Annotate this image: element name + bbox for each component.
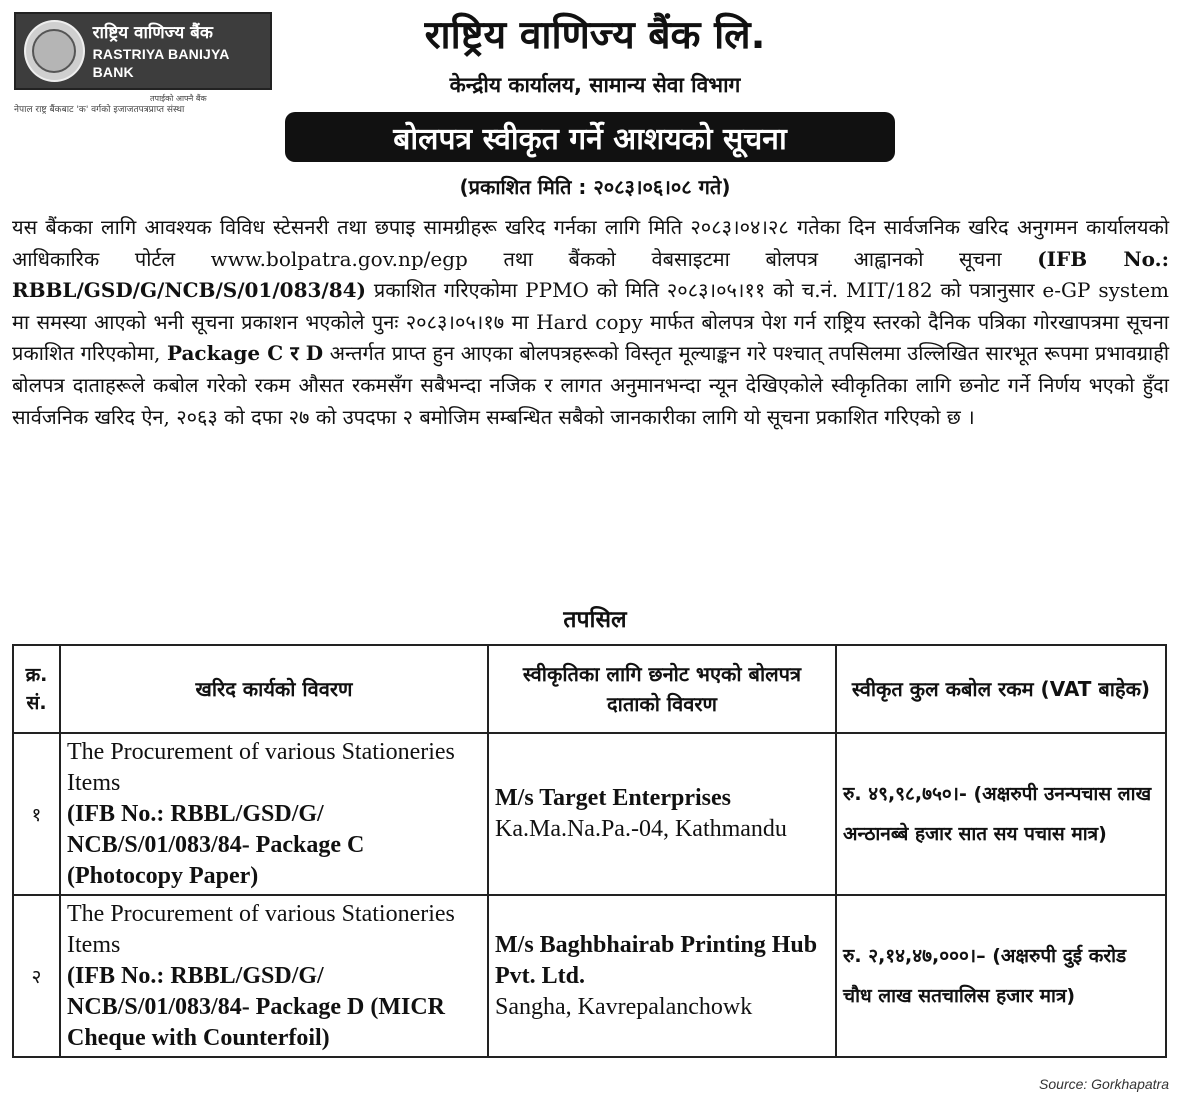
body-part-3: अन्तर्गत प्राप्त हुन आएका बोलपत्रहरूको विस्तृत मूल्याङ्कन गरे पश्चात् तपसिलमा उल्लिखित सारभूत रूपमा प्रभावग्राही बोलपत्र दाताहरूले कबोल गरेको रकम औसत रकमसँग सबैभन्दा नजिक र लागत अनुमानभन्दा न्यून देखिएकोले स्वीकृतिका लागि छनोट गर्ने निर्णय भएको हुँदा सार्वजनिक खरिद ऐन, २०६३ को दफा २७ को उपदफा २ बमोजिम सम्बन्धित सबैको जानकारीका लागि यो सूचना प्रकाशित गरिएको छ । bbox=[12, 341, 1170, 429]
row-amount: रु. २,१४,४७,०००।– (अक्षरुपी दुई करोड चौध लाख सतचालिस हजार मात्र) bbox=[836, 895, 1166, 1057]
table-row bbox=[13, 895, 1166, 1057]
row-sn: २ bbox=[13, 895, 60, 1057]
table-header-row bbox=[13, 645, 1166, 733]
logo-tagline: तपाईको आफ्नै बैंक bbox=[150, 94, 207, 103]
row-bidder bbox=[488, 895, 836, 1057]
description-bold: (IFB No.: RBBL/GSD/G/ NCB/S/01/083/84- Package D (MICR Cheque with Counterfoil) bbox=[67, 962, 445, 1051]
header-bidder: स्वीकृतिका लागि छनोट भएको बोलपत्र दाताको विवरण bbox=[488, 645, 836, 733]
published-date: (प्रकाशित मिति : २०८३।०६।०८ गते) bbox=[459, 175, 731, 199]
notice-body bbox=[12, 212, 1169, 433]
bank-name-title: राष्ट्रिय वाणिज्य बैंक लि. bbox=[424, 13, 766, 58]
bank-logo bbox=[14, 12, 272, 90]
description-plain: The Procurement of various Stationeries Items bbox=[67, 738, 455, 796]
row-amount: रु. ४९,९८,७५०।- (अक्षरुपी उनन्पचास लाख अन्ठानब्बे हजार सात सय पचास मात्र) bbox=[836, 733, 1166, 895]
annex-title: तपसिल bbox=[563, 607, 627, 633]
ifb-number: (IFB No.: RBBL/GSD/G/NCB/S/01/083/84) bbox=[12, 246, 1170, 303]
header-amount: स्वीकृत कुल कबोल रकम (VAT बाहेक) bbox=[836, 645, 1166, 733]
bidder-address: Ka.Ma.Na.Pa.-04, Kathmandu bbox=[495, 816, 787, 842]
description-plain: The Procurement of various Stationeries Items bbox=[67, 900, 455, 958]
row-description bbox=[60, 733, 488, 895]
row-sn: १ bbox=[13, 733, 60, 895]
package-label: Package C र D bbox=[166, 341, 324, 366]
table-row bbox=[13, 733, 1166, 895]
row-bidder bbox=[488, 733, 836, 895]
notice-title-banner bbox=[285, 112, 895, 162]
bidder-name: M/s Target Enterprises bbox=[495, 785, 731, 811]
description-bold: (IFB No.: RBBL/GSD/G/ NCB/S/01/083/84- Package C (Photocopy Paper) bbox=[67, 800, 365, 889]
bidder-name: M/s Baghbhairab Printing Hub Pvt. Ltd. bbox=[495, 931, 818, 989]
header-description: खरिद कार्यको विवरण bbox=[60, 645, 488, 733]
row-description bbox=[60, 895, 488, 1057]
award-table bbox=[12, 644, 1167, 1058]
logo-name-nepali: राष्ट्रिय वाणिज्य बैंक bbox=[92, 23, 213, 43]
office-name: केन्द्रीय कार्यालय, सामान्य सेवा विभाग bbox=[449, 73, 741, 97]
body-part-2: प्रकाशित गरिएकोमा PPMO को मिति २०८३।०५।११ को च.नं. MIT/182 को पत्रानुसार e-GP system मा समस्या आएको भनी सूचना प्रकाशन भएकोले पुनः २०८३।०५।१७ मा Hard copy मार्फत बोलपत्र पेश गर्न राष्ट्रिय स्तरको दैनिक पत्रिका गोरखापत्रमा सूचना प्रकाशित गरिएकोमा, bbox=[12, 278, 1170, 366]
logo-text bbox=[93, 21, 270, 81]
body-part-1: यस बैंकका लागि आवश्यक विविध स्टेसनरी तथा छपाइ सामग्रीहरू खरिद गर्नका लागि मिति २०८३।०४।२८ गतेका दिन सार्वजनिक खरिद अनुगमन कार्यालयको आधिकारिक पोर्टल www.bolpatra.gov.np/egp तथा बैंकको वेबसाइटमा बोलपत्र आह्वानको सूचना bbox=[12, 215, 1169, 271]
bank-emblem-icon bbox=[24, 20, 85, 82]
source-credit: Source: Gorkhapatra bbox=[1039, 1076, 1169, 1092]
logo-name-english: RASTRIYA BANIJYA BANK bbox=[92, 46, 230, 80]
header-sn: क्र. सं. bbox=[13, 645, 60, 733]
license-line: नेपाल राष्ट्र बैंकबाट 'क' वर्गको इजाजतपत्रप्राप्त संस्था bbox=[14, 105, 185, 115]
bidder-address: Sangha, Kavrepalanchowk bbox=[495, 993, 753, 1020]
notice-title: बोलपत्र स्वीकृत गर्ने आशयको सूचना bbox=[393, 121, 787, 157]
